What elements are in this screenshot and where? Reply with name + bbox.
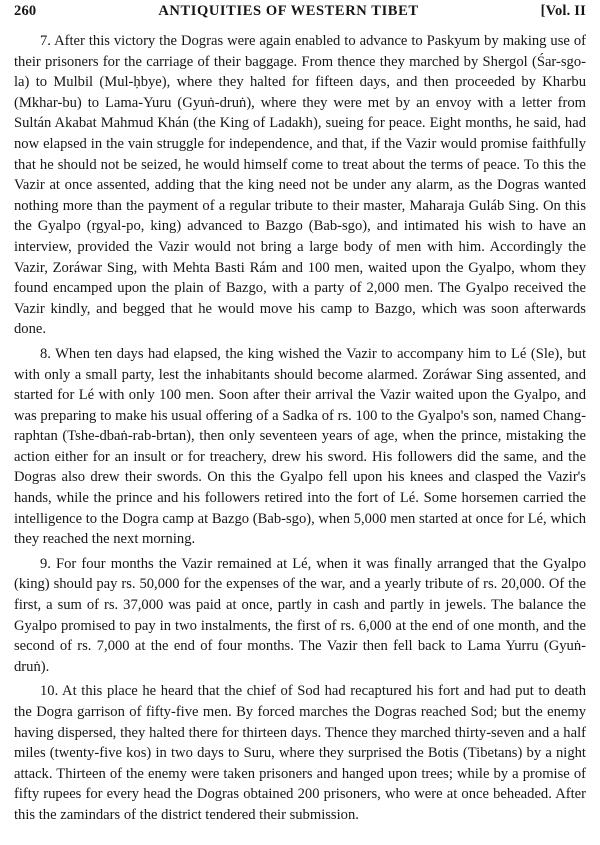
page-number: 260 [14,3,37,19]
paragraph-9: 9. For four months the Vazir remained at Lé, when it was finally arranged that the Gyalpo (king) should pay rs. 50,000 for the expenses of the war, and a yearly tribute of rs. 20,000. Of the first, a sum of rs. 37,000 was paid at once, partly in cash and partly in jewels. The balance the Gyalpo promised to pay in two instalments, the first of rs. 6,000 at the end of one month, and the second of rs. 7,000 at the end of four months. The Vazir then fell back to Lama Yurru (Gyuṅ-druṅ). [14,555,586,675]
paragraph-7: 7. After this victory the Dogras were again enabled to advance to Paskyum by making use of their prisoners for the carriage of their baggage. From thence they marched by Shergol (Śar-sgo-la) to Mulbil (Mul-ḥbye), where they halted for fifteen days, and then proceeded by Kharbu (Mkhar-bu) to Lama-Yuru (Gyuṅ-druṅ), where they were met by an envoy with a letter from Sultán Akabat Mahmud Khán (the King of Ladakh), sueing for peace. Eight months, he said, had now elapsed in the vain struggle for independence, and that, if the Vazir would promise faithfully that he should not be seized, he would himself come to treat about the terms of peace. To this the Vazir at once assented, adding that the king need not be under any alarm, as the Dogras wanted nothing more than the payment of a regular tribute to their master, Maharaja Guláb Sing. On this the Gyalpo (rgyal-po, king) advanced to Bazgo (Bab-sgo), and intimated his wish to have an interview, provided the Vazir would not bring a large body of men with him. Accordingly the Vazir, Zoráwar Sing, with Mehta Basti Rám and 100 men, waited upon the Gyalpo, whom they found encamped upon the plain of Bazgo, with a party of 2,000 men. The Gyalpo received the Vazir kindly, and begged that he would move his camp to Bazgo, which was soon afterwards done. [14,33,586,338]
volume-label: [Vol. II [540,3,586,19]
body-text [14,31,586,826]
paragraph-10: 10. At this place he heard that the chief of Sod had recaptured his fort and had put to death the Dogra garrison of fifty-five men. By forced marches the Dogras reached Sod; but the enemy having dispersed, they halted there for thirteen days. Thence they marched thirty-seven and a half miles (twenty-five kos) in two days to Suru, where they surprised the Botis (Tibetans) by a night attack. Thirteen of the enemy were taken prisoners and hanged upon trees; while by a promise of fifty rupees for every head the Dogras obtained 200 prisoners, who were at once beheaded. After this the zamindars of the district tendered their submission. [14,683,586,823]
running-header [14,3,586,25]
running-title: ANTIQUITIES OF WESTERN TIBET [158,3,419,19]
paragraph-8: 8. When ten days had elapsed, the king wished the Vazir to accompany him to Lé (Sle), but with only a small party, lest the inhabitants should become alarmed. Zoráwar Sing assented, and started for Lé with only 100 men. Soon after their arrival the Vazir waited upon the Gyalpo, and was preparing to make his usual offering of a Sadka of rs. 100 to the Gyalpo's son, named Chang-raphtan (Tshe-dbaṅ-rab-brtan), then only seventeen years of age, when the prince, mistaking the action either for an insult or for treachery, drew his sword. His followers did the same, and the Dogras also drew their swords. On this the Gyalpo fell upon his knees and clasped the Vazir's hands, while the prince and his followers retired into the fort of Lé. Some horsemen carried the intelligence to the Dogra camp at Bazgo (Bab-sgo), when 5,000 men started at once for Lé, which they reached the next morning. [14,345,586,548]
